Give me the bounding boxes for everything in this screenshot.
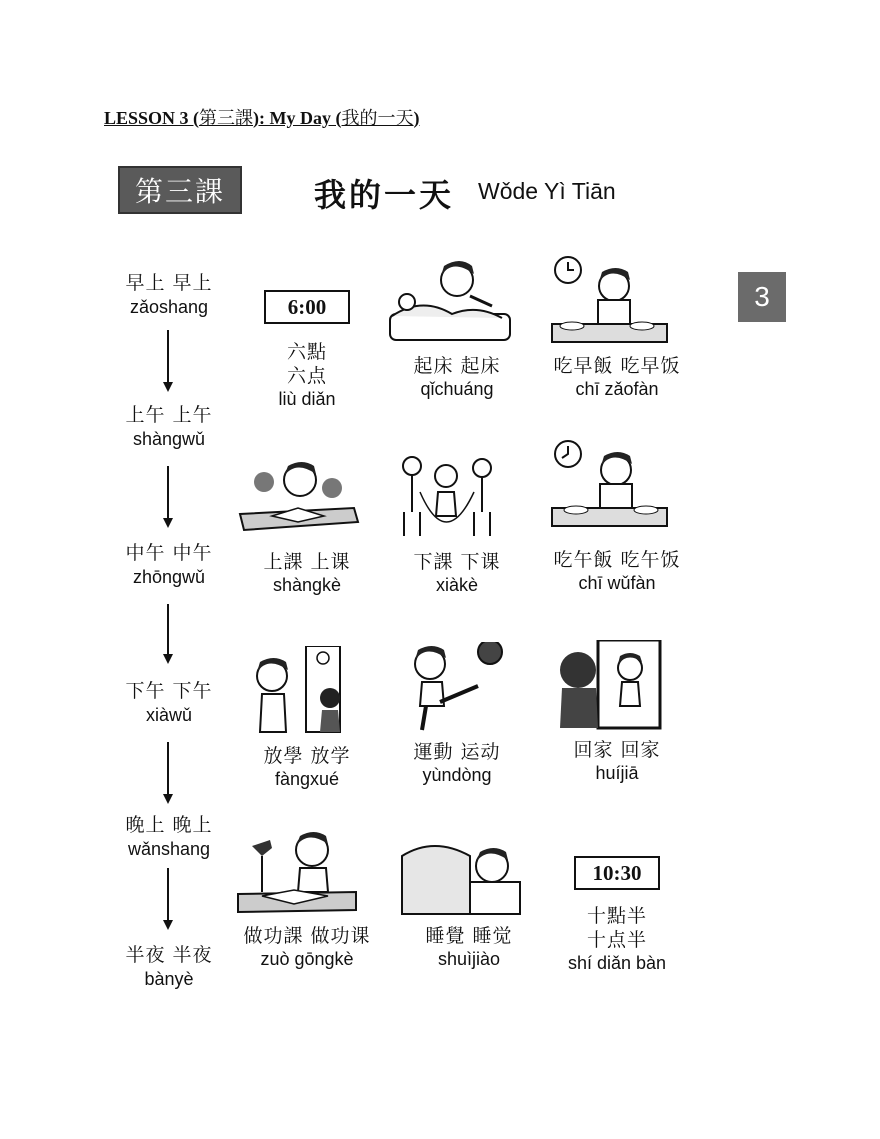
heading-zh-title: 我的一天: [341, 108, 414, 128]
activity-pinyin: shuìjiào: [437, 949, 501, 969]
activity-attend-class: [232, 452, 382, 596]
activity-pinyin: xiàkè: [435, 575, 479, 595]
time-morning: [104, 268, 234, 318]
time-pinyin: xiàwǔ: [145, 705, 193, 725]
lesson-title-chinese: 我的一天: [314, 176, 455, 214]
lesson-badge: 第三課: [118, 166, 242, 214]
activity-end-class: [382, 452, 532, 596]
time-pinyin: shàngwǔ: [132, 429, 206, 449]
clock-time-box: 6:00: [264, 290, 350, 324]
time-afternoon: [104, 676, 234, 726]
time-zh: 上午 上午: [125, 404, 213, 426]
activity-zh: 下課 下课: [413, 551, 501, 573]
activity-pinyin: shàngkè: [272, 575, 342, 595]
activity-pinyin: shí diǎn bàn: [567, 953, 667, 973]
clock-time-box: 10:30: [574, 856, 660, 890]
activity-pinyin: liù diǎn: [278, 389, 336, 409]
time-midnight: [104, 940, 234, 990]
activity-pinyin: fàngxué: [274, 769, 340, 789]
activity-zh-simplified: 十点半: [586, 929, 647, 951]
activity-zh-traditional: 十點半: [586, 905, 647, 927]
arrow-down-icon: [163, 742, 173, 804]
activity-homework: [232, 826, 382, 970]
recess-illustration: [382, 452, 512, 542]
activity-lunch: [542, 440, 692, 594]
lesson-title-pinyin: Wǒde Yì Tiān: [478, 178, 616, 204]
heading-suffix: ): [413, 108, 420, 128]
time-zh: 半夜 半夜: [125, 944, 213, 966]
activity-zh-simplified: 六点: [286, 365, 327, 387]
lesson-number-tab: 3: [738, 272, 786, 322]
activity-zh: 吃午飯 吃午饭: [553, 549, 681, 571]
exercise-illustration: [382, 642, 512, 732]
time-zh: 下午 下午: [125, 680, 213, 702]
activity-sleep: [394, 826, 544, 970]
go-home-illustration: [542, 640, 672, 730]
homework-illustration: [232, 826, 362, 916]
heading-zh-lesson: 第三課: [199, 108, 254, 128]
activity-school-out: [232, 646, 382, 790]
arrow-down-icon: [163, 868, 173, 930]
lunch-illustration: [542, 440, 672, 530]
time-zh: 早上 早上: [125, 272, 213, 294]
activity-zh: 放學 放学: [263, 745, 351, 767]
time-noon: [104, 538, 234, 588]
time-evening: [104, 810, 234, 860]
sleep-illustration: [394, 826, 524, 916]
activity-six-oclock: [232, 290, 382, 410]
wake-up-illustration: [382, 256, 512, 346]
time-zh: 中午 中午: [125, 542, 213, 564]
heading-mid: ): My Day (: [253, 108, 342, 128]
page-heading: [104, 104, 420, 130]
heading-prefix: LESSON 3 (: [104, 108, 200, 128]
activity-zh: 上課 上课: [263, 551, 351, 573]
activity-pinyin: huíjiā: [595, 763, 639, 783]
activity-zh: 回家 回家: [573, 739, 661, 761]
time-pinyin: zhōngwǔ: [132, 567, 206, 587]
time-pinyin: bànyè: [144, 969, 194, 989]
time-zh: 晚上 晚上: [125, 814, 213, 836]
arrow-down-icon: [163, 466, 173, 528]
activity-pinyin: chī zǎofàn: [575, 379, 659, 399]
activity-zh: 起床 起床: [413, 355, 501, 377]
activity-pinyin: chī wǔfàn: [578, 573, 656, 593]
activity-zh: 吃早飯 吃早饭: [553, 355, 681, 377]
activity-zh: 睡覺 睡觉: [425, 925, 513, 947]
activity-zh: 做功課 做功课: [243, 925, 371, 947]
activity-pinyin: qǐchuáng: [420, 379, 494, 399]
activity-get-up: [382, 256, 532, 400]
school-out-illustration: [232, 646, 362, 736]
activity-pinyin: zuò gōngkè: [260, 949, 354, 969]
activity-go-home: [542, 640, 692, 784]
arrow-down-icon: [163, 604, 173, 664]
class-illustration: [232, 452, 362, 542]
activity-pinyin: yùndòng: [422, 765, 492, 785]
activity-ten-thirty: [542, 856, 692, 974]
time-pinyin: wǎnshang: [127, 839, 211, 859]
activity-zh: 運動 运动: [413, 741, 501, 763]
activity-breakfast: [542, 256, 692, 400]
arrow-down-icon: [163, 330, 173, 392]
activity-zh-traditional: 六點: [286, 341, 327, 363]
breakfast-illustration: [542, 256, 672, 346]
time-pinyin: zǎoshang: [129, 297, 209, 317]
activity-exercise: [382, 642, 532, 786]
time-forenoon: [104, 400, 234, 450]
